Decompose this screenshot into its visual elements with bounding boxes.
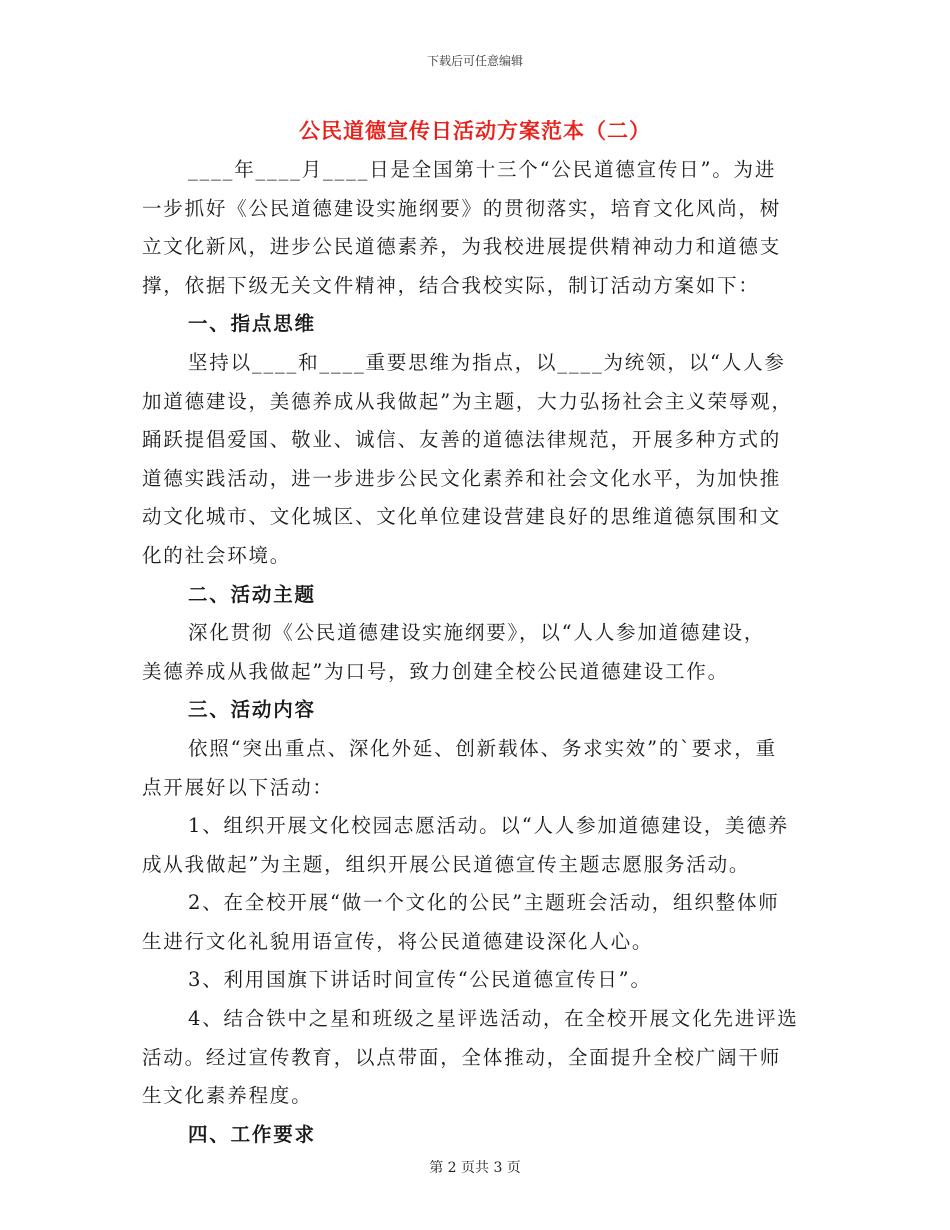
text-line: 化的社会环境。 [142, 543, 292, 567]
body-paragraph [142, 807, 808, 884]
text-line: 成从我做起”为主题，组织开展公民道德宣传主题志愿服务活动。 [142, 852, 751, 876]
text-line: 踊跃提倡爱国、敬业、诚信、友善的道德法律规范，开展多种方式的 [142, 428, 782, 452]
body-paragraph [142, 730, 808, 807]
text-line: 坚持以____和____重要思维为指点，以____为统领，以“人人参 [188, 350, 786, 374]
section-heading [142, 576, 808, 615]
text-line: 三、活动内容 [188, 698, 316, 722]
body-paragraph [142, 614, 808, 691]
text-line: 深化贯彻《公民道德建设实施纲要》，以“人人参加道德建设， [188, 621, 766, 645]
text-line: 4、结合铁中之星和班级之星评选活动，在全校开展文化先进评选 [188, 1007, 799, 1031]
text-line: 美德养成从我做起”为口号，致力创建全校公民道德建设工作。 [142, 659, 729, 683]
text-line: 依照“突出重点、深化外延、创新载体、务求实效”的`要求，重 [188, 736, 777, 760]
body-paragraph [142, 961, 808, 1000]
text-line: 撑，依据下级无关文件精神，结合我校实际，制订活动方案如下： [142, 273, 760, 297]
text-line: 活动。经过宣传教育，以点带面，全体推动，全面提升全校广阔干师 [142, 1045, 782, 1069]
section-heading [142, 305, 808, 344]
text-line: 生文化素养程度。 [142, 1084, 313, 1108]
text-line: 二、活动主题 [188, 582, 316, 606]
text-line: 四、工作要求 [188, 1122, 316, 1146]
page-header: 下载后可任意编辑 [426, 54, 523, 68]
text-line: 点开展好以下活动： [142, 775, 334, 799]
text-line: 加道德建设，美德养成从我做起”为主题，大力弘扬社会主义荣辱观， [142, 389, 793, 413]
text-line: 动文化城市、文化城区、文化单位建设营建良好的思维道德氛围和文 [142, 505, 782, 529]
body-paragraph [142, 1000, 808, 1116]
page-footer: 第 2 页共 3 页 [429, 1160, 521, 1176]
body-paragraph [142, 344, 808, 576]
text-line: 2、在全校开展“做一个文化的公民”主题班会活动，组织整体师 [188, 891, 780, 915]
body-paragraph [142, 884, 808, 961]
document-body [142, 151, 808, 1154]
text-line: 生进行文化礼貌用语宣传，将公民道德建设深化人心。 [142, 929, 654, 953]
text-line: 3、利用国旗下讲话时间宣传“公民道德宣传日”。 [188, 968, 652, 992]
text-line: 立文化新风，进步公民道德素养，为我校进展提供精神动力和道德支 [142, 235, 782, 259]
text-line: ____年____月____日是全国第十三个“公民道德宣传日”。为进 [188, 158, 777, 181]
text-line: 道德实践活动，进一步进步公民文化素养和社会文化水平，为加快推 [142, 466, 782, 490]
section-heading [142, 691, 808, 730]
text-line: 1、组织开展文化校园志愿活动。以“人人参加道德建设，美德养 [188, 814, 790, 838]
text-line: 一步抓好《公民道德建设实施纲要》的贯彻落实，培育文化风尚，树 [142, 196, 782, 220]
body-paragraph [142, 151, 808, 305]
text-line: 一、指点思维 [188, 312, 316, 336]
section-heading [142, 1116, 808, 1155]
document-title: 公民道德宣传日活动方案范本（二） [299, 118, 651, 143]
